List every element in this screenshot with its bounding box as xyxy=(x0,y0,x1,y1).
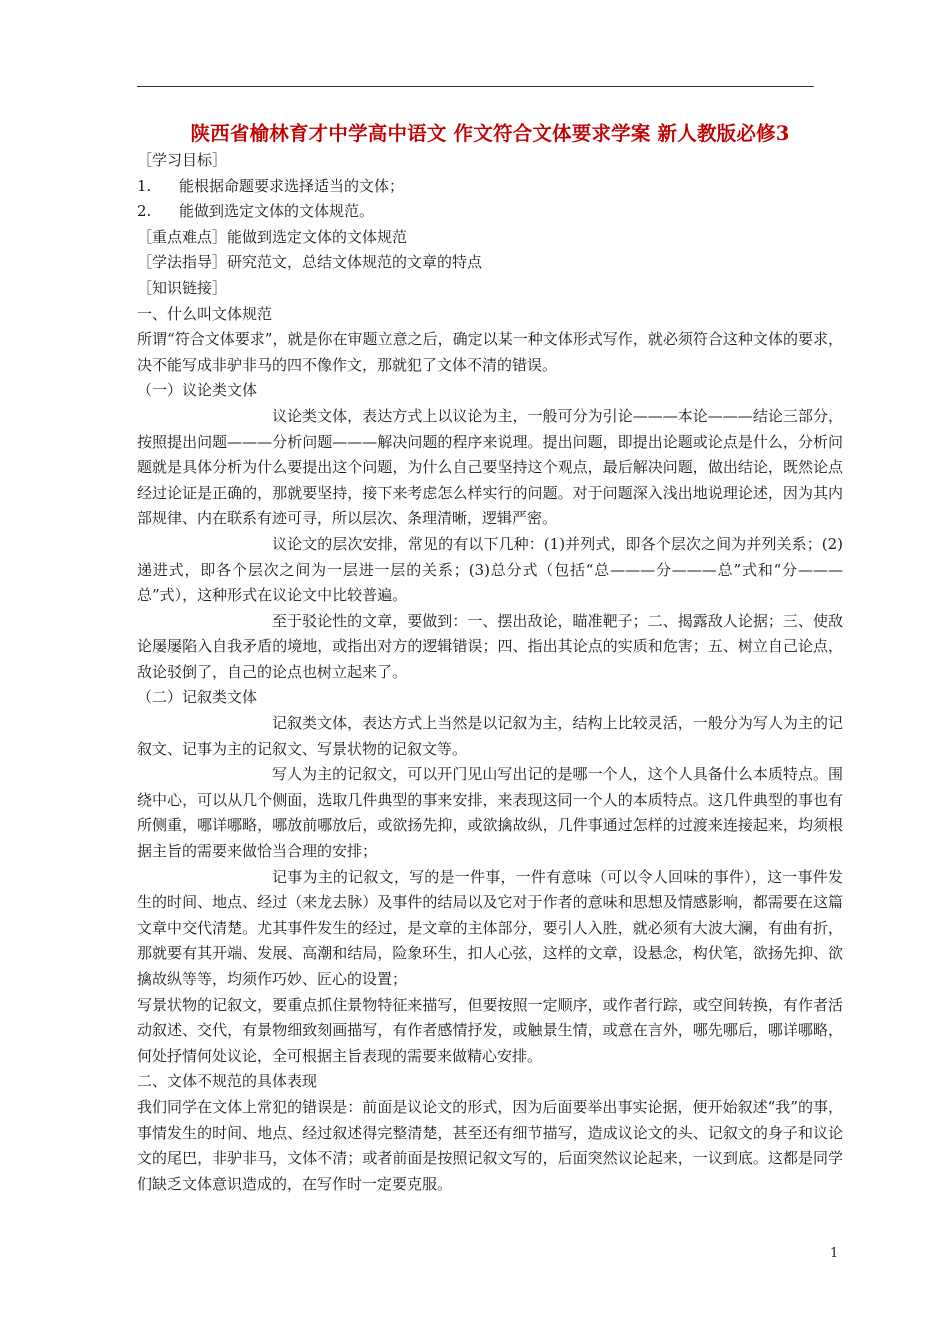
study-method: ［学法指导］研究范文，总结文体规范的文章的特点 xyxy=(137,253,483,272)
document-title: 陕西省榆林育才中学高中语文 作文符合文体要求学案 新人教版必修3 xyxy=(190,122,790,145)
argument-paragraph-3: 至于驳论性的文章，要做到：一、摆出敌论，瞄准靶子；二、揭露敌人论据；三、使敌论屡屡陷入自我矛盾的境地，或指出对方的逻辑错误；四、指出其论点的实质和危害；五、树立自己论点，敌论驳倒了，自己的论点也树立起来了。 xyxy=(137,611,843,681)
narrative-paragraph-3: 记事为主的记叙文，写的是一件事，一件有意味（可以令人回味的事件），这一事件发生的时间、地点、经过（来龙去脉）及事件的结局以及它对于作者的意味和思想及情感影响，都需要在这篇文章中交代清楚。尤其事件发生的经过，是文章的主体部分，要引人入胜，就必须有大波大澜，有曲有折，那就要有其开端、发展、高潮和结局，险象环生，扣人心弦，这样的文章，设悬念，构伏笔，欲扬先抑、欲擒故纵等等，均须作巧妙、匠心的设置； xyxy=(137,867,843,988)
page-number: 1 xyxy=(830,1246,839,1261)
narrative-paragraph-1: 记叙类文体，表达方式上当然是以记叙为主，结构上比较灵活，一般分为写人为主的记叙文、记事为主的记叙文、写景状物的记叙文等。 xyxy=(137,714,843,758)
objectives-label: ［学习目标］ xyxy=(137,151,228,169)
narrative-paragraph-2: 写人为主的记叙文，可以开门见山写出记的是哪一个人，这个人具备什么本质特点。围绕中心，可以从几个侧面，选取几件典型的事来安排，来表现这同一个人的本质特点。这几件典型的事也有所侧重，哪详哪略，哪放前哪放后，或欲扬先抑，或欲擒故纵，几件事通过怎样的过渡来连接起来，均须根据主旨的需要来做恰当合理的安排； xyxy=(137,765,843,861)
objective-item xyxy=(137,174,843,200)
header-rule xyxy=(137,86,814,87)
section2-heading: 二、文体不规范的具体表现 xyxy=(137,1072,318,1091)
objective-number: 2. xyxy=(137,202,152,221)
narrative-paragraph-4: 写景状物的记叙文，要重点抓住景物特征来描写，但要按照一定顺序，或作者行踪，或空间转换，有作者活动叙述、交代，有景物细致刻画描写，有作者感情抒发，或触景生情，或意在言外，哪先哪后，哪详哪略，何处抒情何处议论，全可根据主旨表现的需要来做精心安排。 xyxy=(137,995,843,1065)
argument-heading: （一）议论类文体 xyxy=(137,381,258,400)
document-page xyxy=(137,120,843,1197)
narrative-heading: （二）记叙类文体 xyxy=(137,688,258,707)
key-points: ［重点难点］能做到选定文体的文体规范 xyxy=(137,227,408,246)
section2-paragraph: 我们同学在文体上常犯的错误是：前面是议论文的形式，因为后面要举出事实论据，便开始叙述“我”的事，事情发生的时间、地点、经过叙述得完整清楚，甚至还有细节描写，造成议论文的头、记叙文的身子和议论文的尾巴，非驴非马，文体不清；或者前面是按照记叙文写的，后面突然议论起来，一议到底。这都是同学们缺乏文体意识造成的，在写作时一定要克服。 xyxy=(137,1097,843,1193)
objective-number: 1. xyxy=(137,176,152,195)
objective-item xyxy=(137,199,843,225)
argument-paragraph-2: 议论文的层次安排，常见的有以下几种：(1)并列式，即各个层次之间为并列关系；(2)递进式，即各个层次之间为一层进一层的关系；(3)总分式（包括“总———分———总”式和“分———总”式），这种形式在议论文中比较普遍。 xyxy=(137,534,843,605)
knowledge-label: ［知识链接］ xyxy=(137,278,228,297)
objective-text: 能做到选定文体的文体规范。 xyxy=(179,202,375,221)
section1-heading: 一、什么叫文体规范 xyxy=(137,304,273,323)
objective-text: 能根据命题要求选择适当的文体； xyxy=(179,176,405,195)
argument-paragraph-1: 议论类文体，表达方式上以议论为主，一般可分为引论———本论———结论三部分，按照提出问题———分析问题———解决问题的程序来说理。提出问题，即提出论题或论点是什么，分析问题就是具体分析为什么要提出这个问题，为什么自己要坚持这个观点，最后解决问题，做出结论，既然论点经过论证是正确的，那就要坚持，接下来考虑怎么样实行的问题。对于问题深入浅出地说理论述，因为其内部规律、内在联系有迹可寻，所以层次、条理清晰，逻辑严密。 xyxy=(137,406,843,528)
section1-intro: 所谓“符合文体要求”，就是你在审题立意之后，确定以某一种文体形式写作，就必须符合这种文体的要求，决不能写成非驴非马的四不像作文，那就犯了文体不清的错误。 xyxy=(137,330,843,374)
